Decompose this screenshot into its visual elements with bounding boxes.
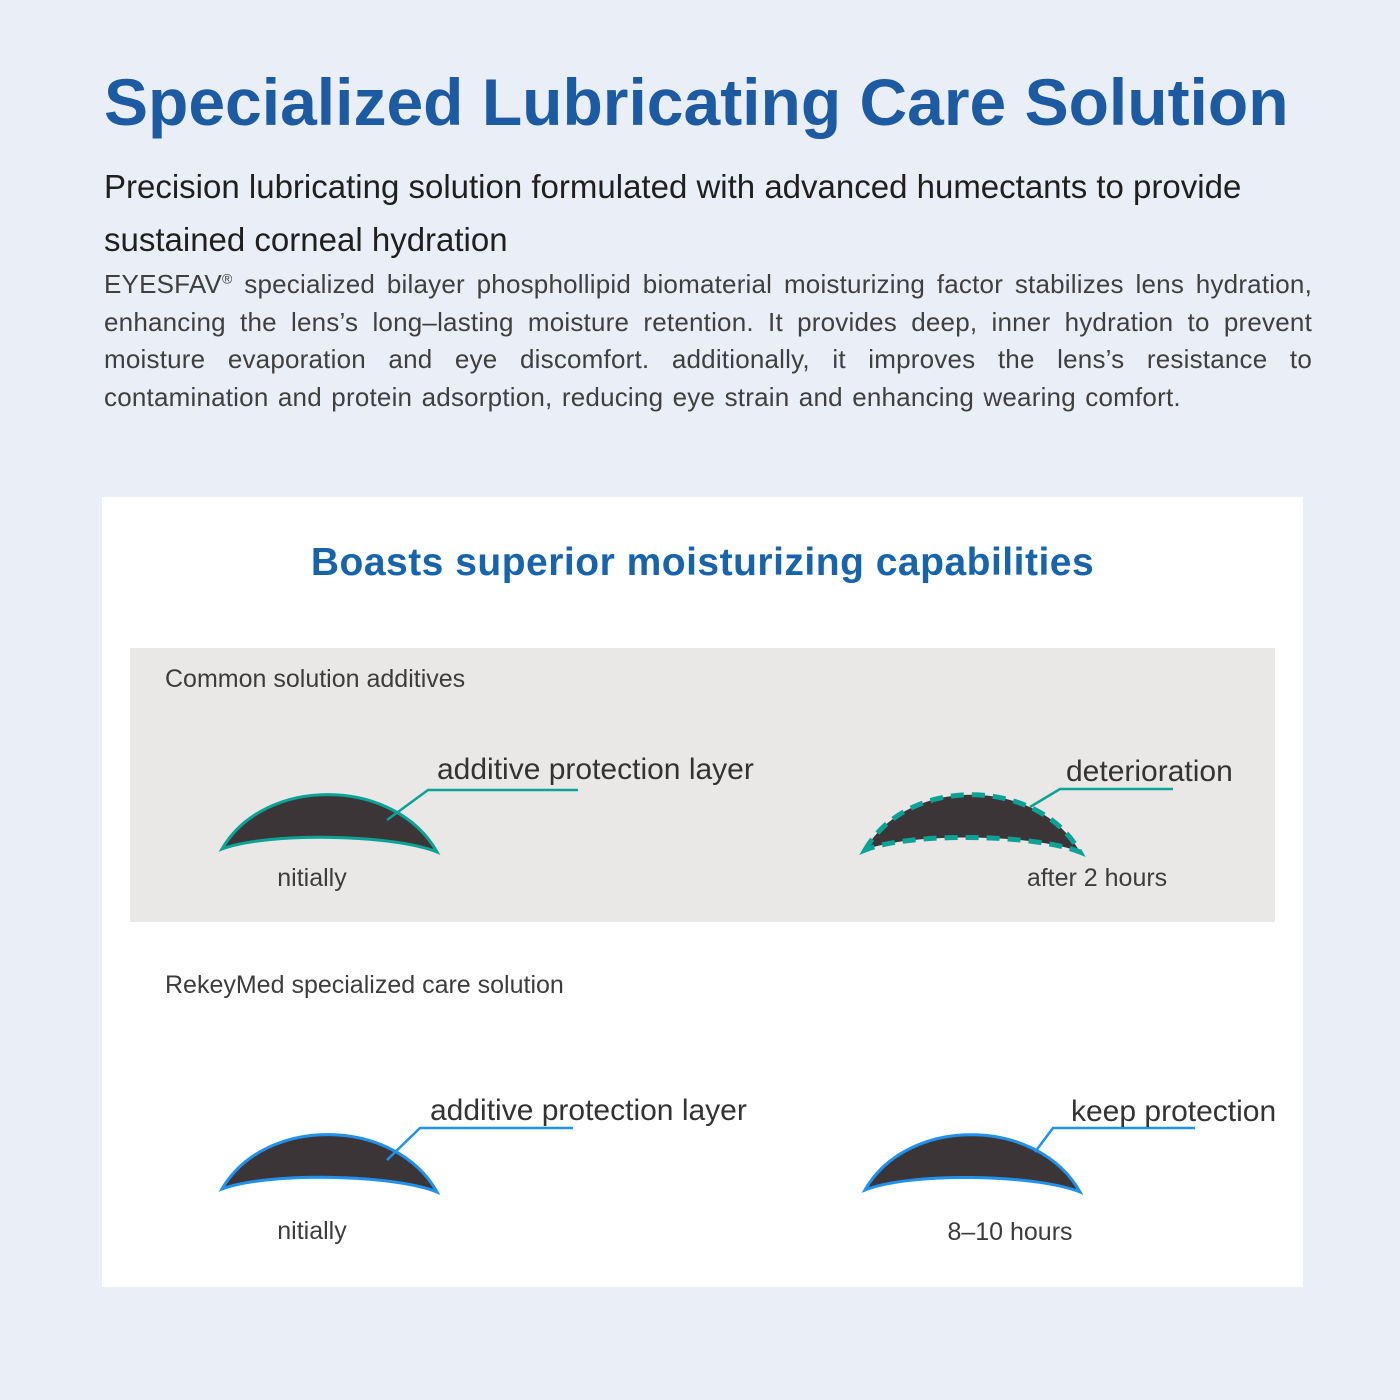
common-additives-label: Common solution additives <box>165 665 466 693</box>
moisturizing-capabilities-card <box>102 497 1303 1287</box>
page-subtitle: Precision lubricating solution formulated with advanced humectants to provide sustained corneal hydration <box>104 168 1242 258</box>
lens-rekeymed-initial-icon <box>222 1135 437 1192</box>
callout-common-initial: additive protection layer <box>437 753 754 786</box>
caption-after-2-hours: after 2 hours <box>1026 864 1168 892</box>
callout-deterioration: deterioration <box>1066 755 1233 788</box>
card-heading: Boasts superior moisturizing capabilities <box>310 541 1095 584</box>
caption-rekeymed-initial: nitially <box>277 1217 347 1245</box>
caption-8-10-hours: 8–10 hours <box>947 1218 1073 1246</box>
intro-text: specialized bilayer phosphollipid biomaterial moisturizing factor stabilizes lens hydration, enhancing the lens’s long–lasting moisture retention. It provides deep, inner hydration to prevent moisture evaporation and eye discomfort. additionally, it improves the lens’s resistance to contamination and protein adsorption, reducing eye strain and enhancing wearing comfort. <box>104 269 1312 412</box>
callout-line-keep-protection <box>1035 1128 1195 1152</box>
brand-name: EYESFAV <box>104 269 222 299</box>
intro-paragraph <box>104 266 1312 416</box>
callout-rekeymed-initial: additive protection layer <box>430 1094 747 1127</box>
callout-line-rekeymed-initial <box>387 1128 573 1160</box>
lens-rekeymed-protected-icon <box>865 1135 1080 1192</box>
caption-common-initial: nitially <box>277 864 347 892</box>
callout-keep-protection: keep protection <box>1071 1095 1277 1128</box>
rekeymed-solution-label: RekeyMed specialized care solution <box>165 971 564 999</box>
registered-trademark-symbol: ® <box>221 270 233 287</box>
page-title: Specialized Lubricating Care Solution <box>104 65 1289 139</box>
